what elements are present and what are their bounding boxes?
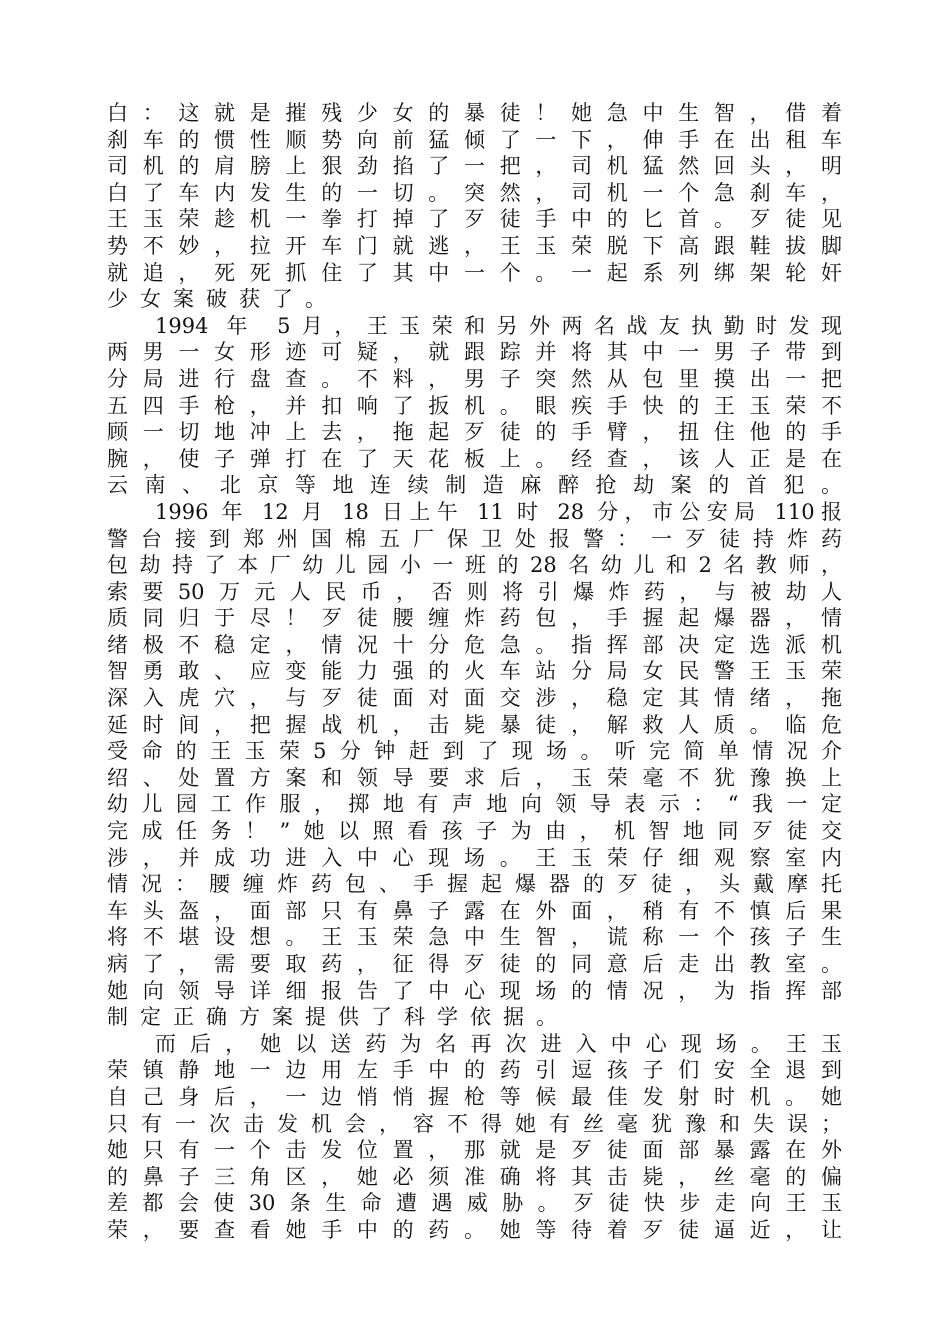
text-line: 情况：腰缠炸药包、手握起爆器的歹徒，头戴摩托 xyxy=(107,872,842,897)
text-line: 顾一切地冲上去，拖起歹徒的手臂，扭住他的手 xyxy=(107,420,842,445)
text-line: 车头盔，面部只有鼻子露在外面，稍有不慎后果 xyxy=(107,898,842,923)
text-line: 五四手枪，并扣响了扳机。眼疾手快的王玉荣不 xyxy=(107,393,842,418)
text-line: 延时间，把握战机，击毙暴徒，解救人质。临危 xyxy=(107,712,842,737)
text-line: 白了车内发生的一切。突然，司机一个急刹车， xyxy=(107,180,842,205)
text-line: 幼儿园工作服，掷地有声地向领导表示：“我一定 xyxy=(107,792,842,817)
text-line: 涉，并成功进入中心现场。王玉荣仔细观察室内 xyxy=(107,845,842,870)
text-line: 警台接到郑州国棉五厂保卫处报警：一歹徒持炸药 xyxy=(107,526,842,551)
text-line: 荣，要查看她手中的药。她等待着歹徒逼近，让 xyxy=(107,1217,842,1242)
text-line: 白：这就是摧残少女的暴徒！她急中生智，借着 xyxy=(107,101,842,125)
text-line: 深入虎穴，与歹徒面对面交涉，稳定其情绪，拖 xyxy=(107,686,842,711)
paragraph-start-line: 1996 年 12 月 18 日上午 11 时 28 分，市公安局 110报 xyxy=(155,499,842,524)
text-line: 分局进行盘查。不料，男子突然从包里摸出一把 xyxy=(107,366,842,391)
text-line: 索要50万元人民币，否则将引爆炸药，与被劫人 xyxy=(107,579,842,604)
text-line: 质同归于尽！歹徒腰缠炸药包，手握起爆器，情 xyxy=(107,606,842,631)
text-line: 她只有一个击发位置，那就是歹徒面部暴露在外 xyxy=(107,1138,842,1163)
text-line: 的鼻子三角区，她必须准确将其击毙，丝毫的偏 xyxy=(107,1164,842,1189)
text-line: 绪极不稳定，情况十分危急。指挥部决定选派机 xyxy=(107,632,842,657)
text-line: 受命的王玉荣5分钟赶到了现场。听完简单情况介 xyxy=(107,739,842,764)
text-line: 将不堪设想。王玉荣急中生智，谎称一个孩子生 xyxy=(107,925,842,950)
paragraph-start-line: 而后，她以送药为名再次进入中心现场。王玉 xyxy=(155,1031,842,1056)
text-line: 腕，使子弹打在了天花板上。经查，该人正是在 xyxy=(107,446,842,471)
text-line: 只有一次击发机会，容不得她有丝毫犹豫和失误； xyxy=(107,1111,842,1136)
text-line: 绍、处置方案和领导要求后，玉荣毫不犹豫换上 xyxy=(107,765,842,790)
text-line: 完成任务！”她以照看孩子为由，机智地同歹徒交 xyxy=(107,819,842,844)
text-line: 自己身后，一边悄悄握枪等候最佳发射时机。她 xyxy=(107,1084,842,1109)
text-line: 司机的肩膀上狠劲掐了一把，司机猛然回头，明 xyxy=(107,154,842,179)
text-line: 智勇敢、应变能力强的火车站分局女民警王玉荣 xyxy=(107,659,842,684)
article-body xyxy=(107,100,842,1244)
text-line: 差都会使30条生命遭遇威胁。歹徒快步走向王玉 xyxy=(107,1191,842,1216)
text-line: 病了，需要取药，征得歹徒的同意后走出教室。 xyxy=(107,952,842,976)
text-line: 两男一女形迹可疑，就跟踪并将其中一男子带到 xyxy=(107,340,842,365)
text-line: 势不妙，拉开车门就逃，王玉荣脱下高跟鞋拔脚 xyxy=(107,233,842,258)
text-line: 云南、北京等地连续制造麻醉抢劫案的首犯。 xyxy=(107,473,842,498)
text-line: 就追，死死抓住了其中一个。一起系列绑架轮奸 xyxy=(107,260,842,285)
paragraph-start-line: 1994 年 5月，王玉荣和另外两名战友执勤时发现 xyxy=(155,313,842,338)
text-line: 少女案破获了。 xyxy=(107,287,338,312)
text-line: 她向领导详细报告了中心现场的情况，为指挥部 xyxy=(107,978,842,1003)
text-line: 制定正确方案提供了科学依据。 xyxy=(107,1005,569,1030)
text-line: 包劫持了本厂幼儿园小一班的28名幼儿和2名教师， xyxy=(107,553,842,578)
text-line: 荣镇静地一边用左手中的药引逗孩子们安全退到 xyxy=(107,1058,842,1083)
text-line: 刹车的惯性顺势向前猛倾了一下，伸手在出租车 xyxy=(107,127,842,152)
text-line: 王玉荣趁机一拳打掉了歹徒手中的匕首。歹徒见 xyxy=(107,207,842,232)
